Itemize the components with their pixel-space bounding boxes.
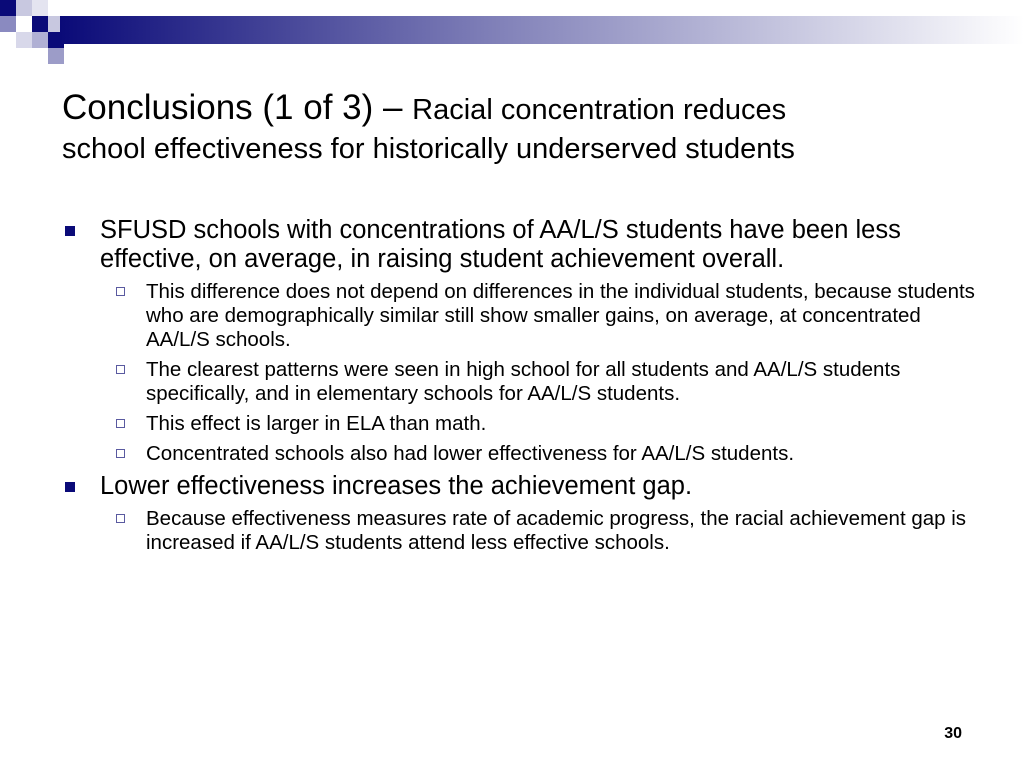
sub-bullet-text: Because effectiveness measures rate of academic progress, the racial achievement gap is increased if AA/L/S students attend less effective schools. [146,507,967,554]
sub-bullet-text: The clearest patterns were seen in high school for all students and AA/L/S students specifically, and in elementary schools for AA/L/S students. [146,358,901,405]
title-sub-line2: school effectiveness for historically underserved students [62,132,795,165]
title-main: Conclusions (1 of 3) – [62,88,413,127]
hollow-square-bullet-icon [116,419,125,428]
sub-bullet-item [100,358,982,406]
sub-bullet-text: This difference does not depend on differences in the individual students, because students who are demographically similar still show smaller gains, on average, at concentrated AA/L/S schools. [146,280,975,351]
slide-title [62,86,962,168]
title-sub-line1: Racial concentration reduces [412,94,787,126]
bullet-item [62,472,982,501]
decorative-gradient-bar [60,16,1024,44]
sub-bullet-text: This effect is larger in ELA than math. [146,412,487,435]
sub-bullet-list [62,507,982,555]
square-bullet-icon [65,482,75,492]
square-bullet-icon [65,226,75,236]
bullet-list [62,216,982,561]
page-number: 30 [944,725,962,742]
sub-bullet-item [100,442,982,466]
bullet-item [62,216,982,274]
sub-bullet-item [100,280,982,352]
hollow-square-bullet-icon [116,365,125,374]
sub-bullet-text: Concentrated schools also had lower effectiveness for AA/L/S students. [146,442,795,465]
bullet-text: SFUSD schools with concentrations of AA/L/S students have been less effective, on average, in raising student achievement overall. [100,216,901,273]
hollow-square-bullet-icon [116,287,125,296]
sub-bullet-item [100,412,982,436]
sub-bullet-item [100,507,982,555]
hollow-square-bullet-icon [116,514,125,523]
hollow-square-bullet-icon [116,449,125,458]
bullet-text: Lower effectiveness increases the achievement gap. [100,472,693,500]
sub-bullet-list [62,280,982,466]
